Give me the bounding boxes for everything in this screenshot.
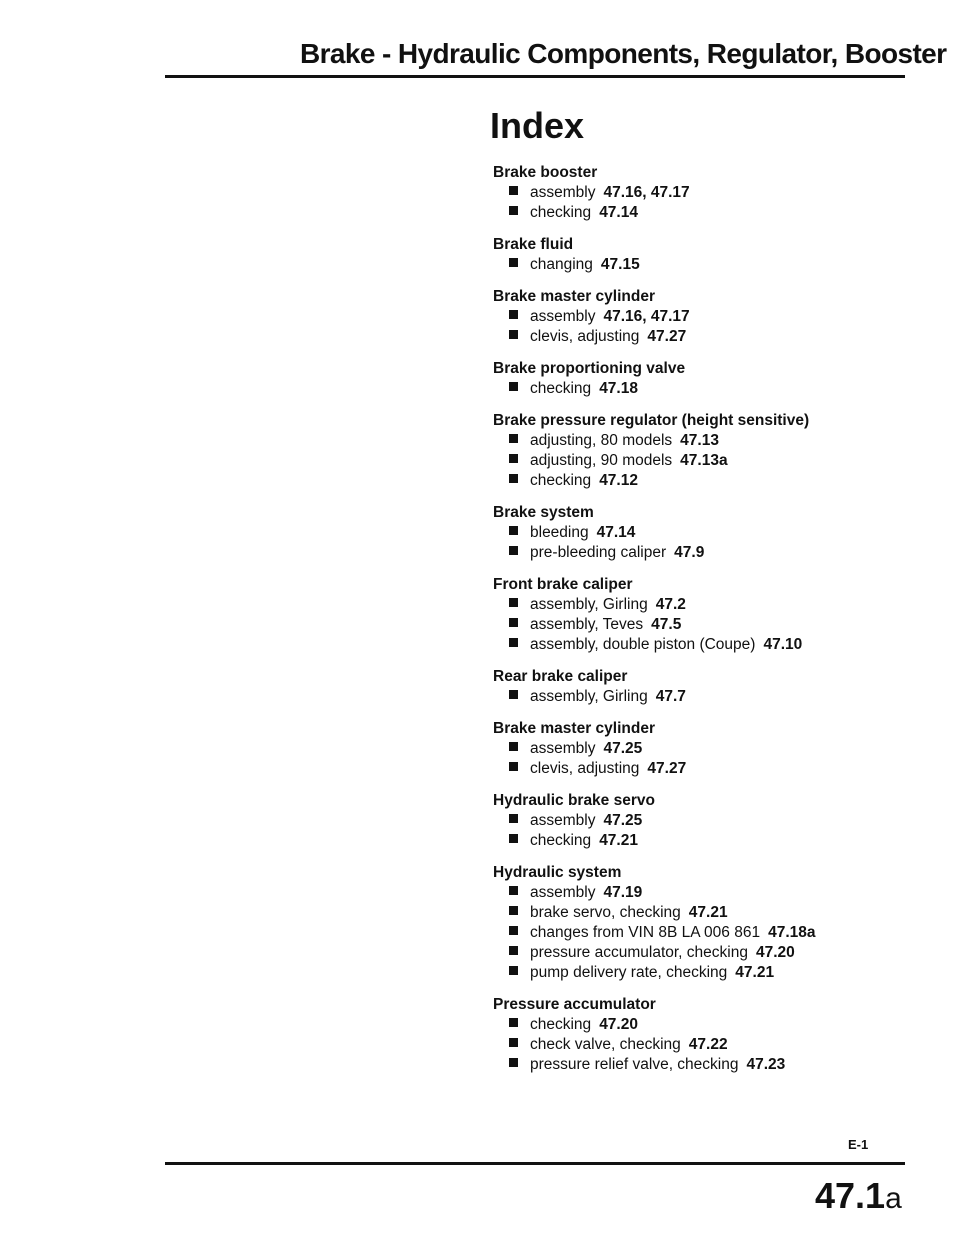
index-entry bbox=[493, 523, 913, 543]
square-bullet-icon bbox=[509, 1038, 518, 1047]
index-list bbox=[493, 163, 913, 1087]
index-section bbox=[493, 163, 913, 223]
entry-page-ref: 47.21 bbox=[599, 832, 638, 849]
square-bullet-icon bbox=[509, 966, 518, 975]
index-section bbox=[493, 411, 913, 491]
index-section bbox=[493, 287, 913, 347]
index-section bbox=[493, 359, 913, 399]
index-section bbox=[493, 791, 913, 851]
page-number bbox=[815, 1175, 902, 1217]
entry-page-ref: 47.25 bbox=[603, 812, 643, 829]
entry-text: assembly bbox=[530, 740, 596, 757]
entry-text: assembly, Girling bbox=[530, 688, 648, 705]
section-heading: Rear brake caliper bbox=[493, 668, 628, 685]
index-entry bbox=[493, 431, 913, 451]
footer-code: E-1 bbox=[848, 1137, 869, 1152]
square-bullet-icon bbox=[509, 310, 518, 319]
page-header: Brake - Hydraulic Components, Regulator, Booster bbox=[300, 38, 947, 69]
square-bullet-icon bbox=[509, 382, 518, 391]
entry-text: assembly bbox=[530, 812, 596, 829]
entry-text: checking bbox=[530, 380, 592, 397]
square-bullet-icon bbox=[509, 1058, 518, 1067]
square-bullet-icon bbox=[509, 886, 518, 895]
entry-page-ref: 47.5 bbox=[651, 616, 682, 633]
index-section bbox=[493, 575, 913, 655]
section-heading: Brake booster bbox=[493, 164, 598, 181]
entry-text: checking bbox=[530, 1016, 592, 1033]
entry-text: changes from VIN 8B LA 006 861 bbox=[530, 924, 761, 941]
entry-text: clevis, adjusting bbox=[530, 760, 640, 777]
entry-page-ref: 47.16, 47.17 bbox=[603, 184, 690, 201]
entry-page-ref: 47.14 bbox=[599, 204, 638, 221]
index-entry bbox=[493, 183, 913, 203]
entry-page-ref: 47.27 bbox=[647, 328, 687, 345]
index-entry bbox=[493, 943, 913, 963]
entry-text: adjusting, 80 models bbox=[530, 432, 673, 449]
entry-text: clevis, adjusting bbox=[530, 328, 640, 345]
section-heading: Pressure accumulator bbox=[493, 996, 656, 1013]
entry-page-ref: 47.9 bbox=[674, 544, 705, 561]
entry-page-ref: 47.7 bbox=[655, 688, 686, 705]
index-entry bbox=[493, 883, 913, 903]
index-entry bbox=[493, 203, 913, 223]
square-bullet-icon bbox=[509, 546, 518, 555]
index-section bbox=[493, 719, 913, 779]
section-heading: Brake master cylinder bbox=[493, 720, 655, 737]
index-entry bbox=[493, 255, 913, 275]
entry-text: brake servo, checking bbox=[530, 904, 681, 921]
index-section bbox=[493, 235, 913, 275]
square-bullet-icon bbox=[509, 1018, 518, 1027]
entry-page-ref: 47.2 bbox=[655, 596, 686, 613]
entry-text: checking bbox=[530, 832, 592, 849]
entry-page-ref: 47.25 bbox=[603, 740, 643, 757]
index-section bbox=[493, 995, 913, 1075]
entry-page-ref: 47.20 bbox=[599, 1016, 638, 1033]
index-entry bbox=[493, 451, 913, 471]
entry-page-ref: 47.18a bbox=[768, 924, 816, 941]
entry-text: assembly bbox=[530, 184, 596, 201]
section-heading: Front brake caliper bbox=[493, 576, 633, 593]
entry-text: assembly, Teves bbox=[530, 616, 644, 633]
entry-page-ref: 47.27 bbox=[647, 760, 687, 777]
section-heading: Brake system bbox=[493, 504, 594, 521]
square-bullet-icon bbox=[509, 638, 518, 647]
index-entry bbox=[493, 811, 913, 831]
square-bullet-icon bbox=[509, 526, 518, 535]
entry-text: checking bbox=[530, 204, 592, 221]
entry-page-ref: 47.13 bbox=[680, 432, 719, 449]
index-entry bbox=[493, 1055, 913, 1075]
entry-text: bleeding bbox=[530, 524, 589, 541]
square-bullet-icon bbox=[509, 742, 518, 751]
index-entry bbox=[493, 923, 913, 943]
index-entry bbox=[493, 963, 913, 983]
square-bullet-icon bbox=[509, 946, 518, 955]
square-bullet-icon bbox=[509, 926, 518, 935]
section-heading: Hydraulic brake servo bbox=[493, 792, 655, 809]
index-entry bbox=[493, 543, 913, 563]
index-entry bbox=[493, 759, 913, 779]
entry-text: adjusting, 90 models bbox=[530, 452, 673, 469]
square-bullet-icon bbox=[509, 834, 518, 843]
index-section bbox=[493, 863, 913, 983]
square-bullet-icon bbox=[509, 762, 518, 771]
index-entry bbox=[493, 1015, 913, 1035]
square-bullet-icon bbox=[509, 906, 518, 915]
header-rule bbox=[165, 75, 905, 78]
section-heading: Brake fluid bbox=[493, 236, 574, 253]
square-bullet-icon bbox=[509, 434, 518, 443]
index-section bbox=[493, 667, 913, 707]
index-entry bbox=[493, 379, 913, 399]
section-heading: Brake pressure regulator (height sensitive) bbox=[493, 412, 810, 429]
index-entry bbox=[493, 307, 913, 327]
entry-text: assembly, Girling bbox=[530, 596, 648, 613]
entry-page-ref: 47.14 bbox=[596, 524, 636, 541]
section-heading: Brake master cylinder bbox=[493, 288, 655, 305]
entry-page-ref: 47.10 bbox=[763, 636, 803, 653]
entry-page-ref: 47.12 bbox=[599, 472, 638, 489]
index-section bbox=[493, 503, 913, 563]
index-entry bbox=[493, 739, 913, 759]
index-entry bbox=[493, 471, 913, 491]
entry-page-ref: 47.23 bbox=[746, 1056, 786, 1073]
index-entry bbox=[493, 615, 913, 635]
index-entry bbox=[493, 635, 913, 655]
index-entry bbox=[493, 1035, 913, 1055]
entry-text: assembly, double piston (Coupe) bbox=[530, 636, 756, 653]
entry-text: pre-bleeding caliper bbox=[530, 544, 667, 561]
index-entry bbox=[493, 903, 913, 923]
square-bullet-icon bbox=[509, 454, 518, 463]
entry-page-ref: 47.21 bbox=[735, 964, 775, 981]
entry-text: pump delivery rate, checking bbox=[530, 964, 728, 981]
entry-page-ref: 47.16, 47.17 bbox=[603, 308, 690, 325]
entry-text: assembly bbox=[530, 308, 596, 325]
index-entry bbox=[493, 831, 913, 851]
entry-page-ref: 47.20 bbox=[755, 944, 795, 961]
page-number-main: 47.1 bbox=[815, 1175, 886, 1216]
entry-text: changing bbox=[530, 256, 593, 273]
entry-page-ref: 47.18 bbox=[599, 380, 638, 397]
entry-text: assembly bbox=[530, 884, 596, 901]
square-bullet-icon bbox=[509, 598, 518, 607]
section-heading: Brake proportioning valve bbox=[493, 360, 686, 377]
square-bullet-icon bbox=[509, 330, 518, 339]
square-bullet-icon bbox=[509, 186, 518, 195]
index-entry bbox=[493, 327, 913, 347]
entry-page-ref: 47.22 bbox=[688, 1036, 728, 1053]
entry-page-ref: 47.15 bbox=[600, 256, 640, 273]
entry-text: check valve, checking bbox=[530, 1036, 681, 1053]
square-bullet-icon bbox=[509, 690, 518, 699]
square-bullet-icon bbox=[509, 814, 518, 823]
entry-text: pressure relief valve, checking bbox=[530, 1056, 739, 1073]
square-bullet-icon bbox=[509, 206, 518, 215]
entry-text: pressure accumulator, checking bbox=[530, 944, 748, 961]
square-bullet-icon bbox=[509, 474, 518, 483]
index-entry bbox=[493, 595, 913, 615]
index-entry bbox=[493, 687, 913, 707]
entry-text: checking bbox=[530, 472, 592, 489]
entry-page-ref: 47.19 bbox=[603, 884, 643, 901]
footer-rule bbox=[165, 1162, 905, 1165]
entry-page-ref: 47.21 bbox=[688, 904, 728, 921]
square-bullet-icon bbox=[509, 618, 518, 627]
entry-page-ref: 47.13a bbox=[680, 452, 728, 469]
page-number-suffix: a bbox=[885, 1182, 902, 1215]
section-heading: Hydraulic system bbox=[493, 864, 622, 881]
index-title: Index bbox=[490, 105, 585, 146]
square-bullet-icon bbox=[509, 258, 518, 267]
